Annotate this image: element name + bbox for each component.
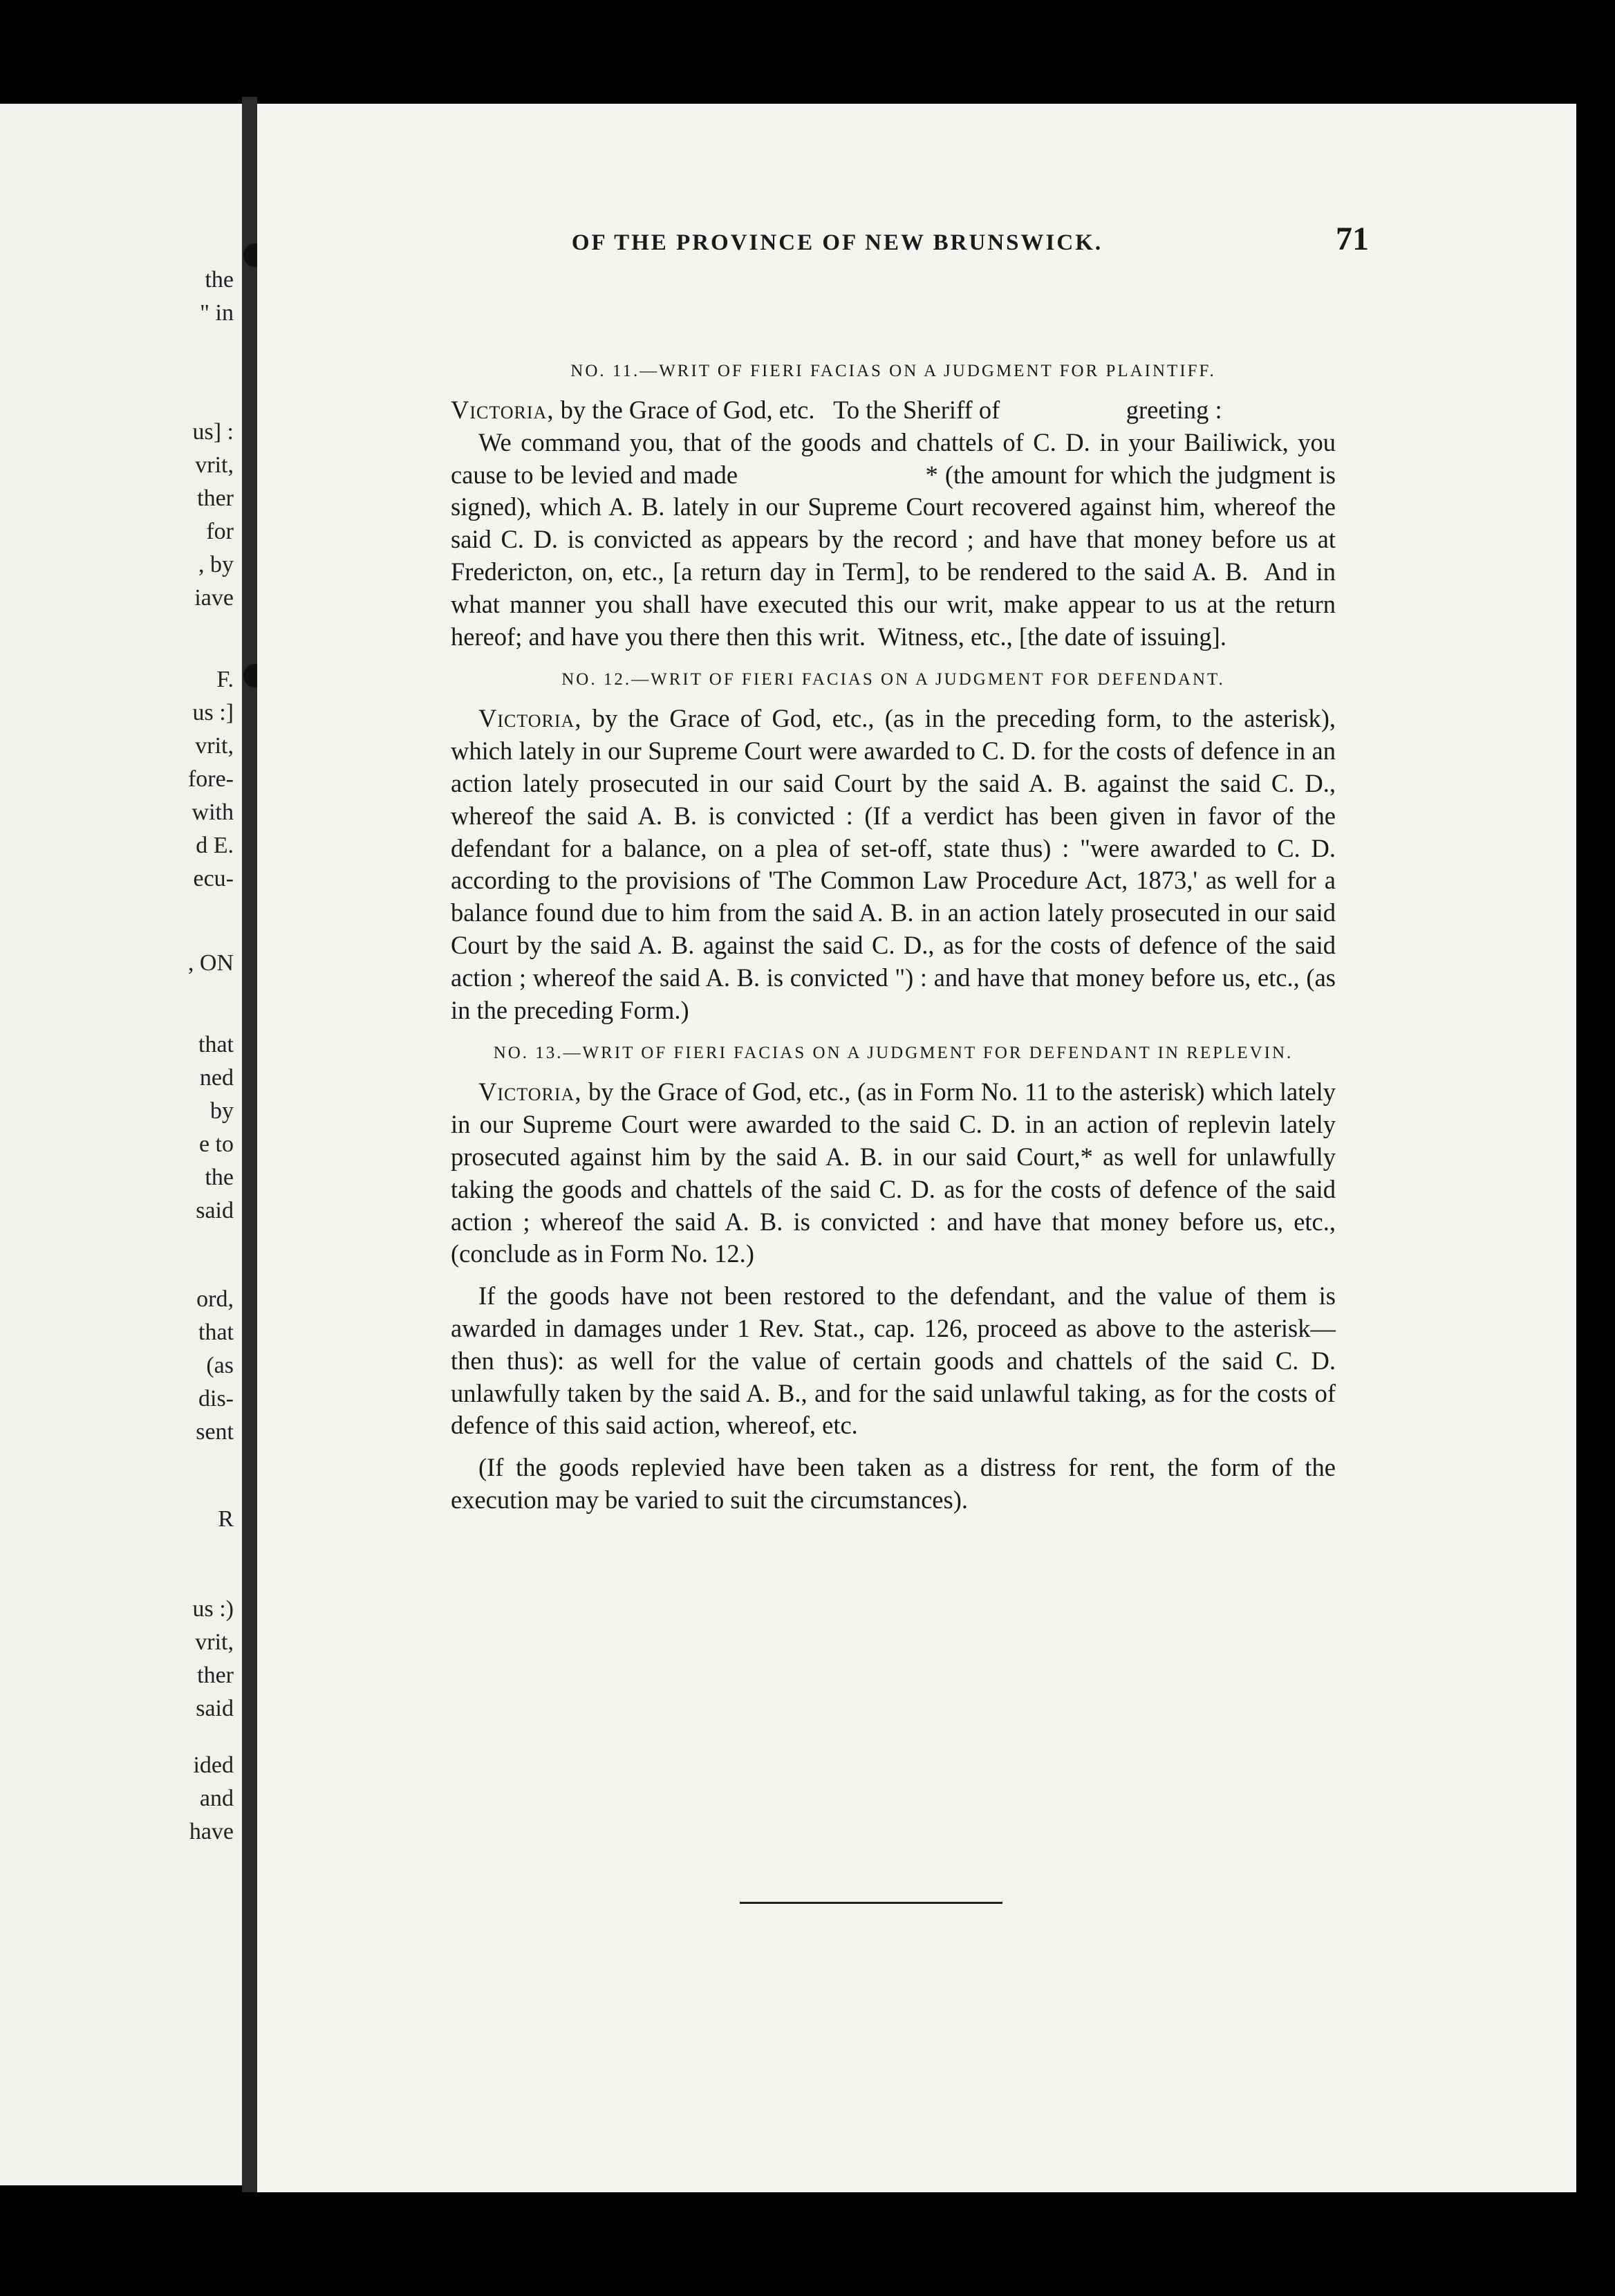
facing-page-fragment: ther (197, 1663, 234, 1688)
paragraph (451, 703, 1336, 1026)
facing-page-fragment: , by (198, 552, 234, 577)
paragraph-lead: Victoria, (478, 704, 582, 733)
paragraph (451, 394, 1336, 427)
form-title: NO. 11.—WRIT OF FIERI FACIAS ON A JUDGMENT FOR PLAINTIFF. (570, 362, 1216, 380)
paragraph-text: by the Grace of God, etc. To the Sheriff of greeting : (554, 396, 1222, 424)
facing-page-fragment: said (196, 1696, 234, 1721)
facing-page-fragment: fore- (187, 766, 234, 792)
facing-page-fragment: R (218, 1506, 234, 1532)
facing-page-fragment: with (192, 799, 234, 825)
paragraph-text: by the Grace of God, etc., (as in the preceding form, to the asterisk), which lately in our Supreme Court were awarded to C. D. for the costs of defence in an action lately prosecuted in our said Court by the said A. B. against the said C. D., whereof the said A. B. is convicted : (If a verdict has been given in favor of the defendant for a balance, on a plea of set-off, state thus) : "were awarded to C. D. according to the provisions of 'The Common Law Procedure Act, 1873,' as well for a balance found due to him from the said A. B. in an action lately prosecuted in our said Court by the said A. B. against the said C. D., as for the costs of defence of the said action ; whereof the said A. B. is convicted ") : and have that money before us, etc., (as in the preceding Form.) (451, 704, 1336, 1024)
paragraph-text: by the Grace of God, etc., (as in Form No. 11 to the asterisk) which lately in our Supreme Court were awarded to the said C. D. in an action of replevin lately prosecuted against him by the said A. B. in our said Court,* as well for unlawfully taking the goods and chattels of the said C. D. as for the costs of defence of the said action ; whereof the said A. B. is convicted : and have that money before us, etc., (conclude as in Form No. 12.) (451, 1077, 1336, 1268)
facing-page-fragment: d E. (196, 833, 234, 858)
facing-page-fragment: ided (193, 1752, 234, 1778)
facing-page-fragment: the (205, 1165, 234, 1190)
paragraph (451, 1280, 1336, 1442)
facing-page-fragment: vrit, (195, 452, 234, 478)
facing-page-fragment: for (206, 519, 234, 544)
paragraph-text: We command you, that of the goods and chattels of C. D. in your Bailiwick, you cause to be levied and made * (the amount for which the judgment is signed), which A. B. lately in our Supreme Court recovered against him, whereof the said C. D. is convicted as appears by the record ; and have that money before us at Fredericton, on, etc., [a return day in Term], to be rendered to the said A. B. And in what manner you shall have executed this our writ, make appear to us at the return hereof; and have you there then this writ. Witness, etc., [the date of issuing]. (451, 427, 1343, 651)
form-title: NO. 13.—WRIT OF FIERI FACIAS ON A JUDGMENT FOR DEFENDANT IN REPLEVIN. (493, 1044, 1294, 1063)
facing-page-fragment: F. (216, 667, 234, 692)
facing-page-fragment: by (210, 1098, 234, 1124)
facing-page-fragment: iave (194, 585, 234, 611)
facing-page (0, 104, 242, 2185)
facing-page-fragment: ned (199, 1065, 234, 1091)
facing-page-fragment: ecu- (193, 866, 234, 891)
paragraph (451, 1076, 1336, 1270)
paragraph (451, 427, 1343, 654)
facing-page-fragment: sent (196, 1419, 234, 1445)
running-header (366, 220, 1369, 258)
facing-page-fragment: e to (198, 1131, 234, 1157)
facing-page-fragment: " in (200, 300, 234, 326)
book-gutter (242, 97, 257, 2192)
paragraph-text: If the goods have not been restored to the defendant, and the value of them is awarded in damages under 1 Rev. Stat., cap. 126, proceed as above to the asterisk—then thus): as well for the value of certain goods and chattels of the said C. D. unlawfully taken by the said A. B., and for the said unlawful taking, as for the costs of defence of this said action, whereof, etc. (451, 1281, 1336, 1440)
running-title: OF THE PROVINCE OF NEW BRUNSWICK. (571, 230, 1103, 255)
page-number: 71 (1336, 221, 1369, 257)
facing-page-fragment: vrit, (195, 733, 234, 759)
facing-page-fragment: dis- (198, 1386, 234, 1411)
facing-page-fragment: , ON (187, 950, 234, 976)
closing-rule (740, 1902, 1002, 1904)
facing-page-fragment: us] : (192, 419, 234, 445)
paragraph-lead: Victoria, (478, 1077, 582, 1107)
facing-page-fragment: ther (197, 485, 234, 511)
facing-page-fragment: and (199, 1786, 234, 1811)
form-title: NO. 12.—WRIT OF FIERI FACIAS ON A JUDGMENT FOR DEFENDANT. (561, 670, 1225, 689)
facing-page-fragment: said (196, 1198, 234, 1223)
facing-page-fragment: ord, (196, 1286, 234, 1312)
facing-page-fragment: us :] (192, 700, 234, 725)
facing-page-fragment: (as (206, 1353, 234, 1378)
paragraph (451, 1452, 1336, 1517)
facing-page-fragment: the (205, 267, 234, 293)
page-body (451, 360, 1343, 1517)
facing-page-fragment: us :) (192, 1596, 234, 1622)
paragraph-lead: Victoria, (451, 396, 554, 424)
paragraph-text: (If the goods replevied have been taken as a distress for rent, the form of the execution may be varied to suit the circumstances). (451, 1453, 1336, 1514)
facing-page-fragment: vrit, (195, 1629, 234, 1655)
facing-page-fragment: have (189, 1819, 234, 1844)
facing-page-fragment: that (198, 1320, 234, 1345)
facing-page-fragment: that (198, 1032, 234, 1057)
